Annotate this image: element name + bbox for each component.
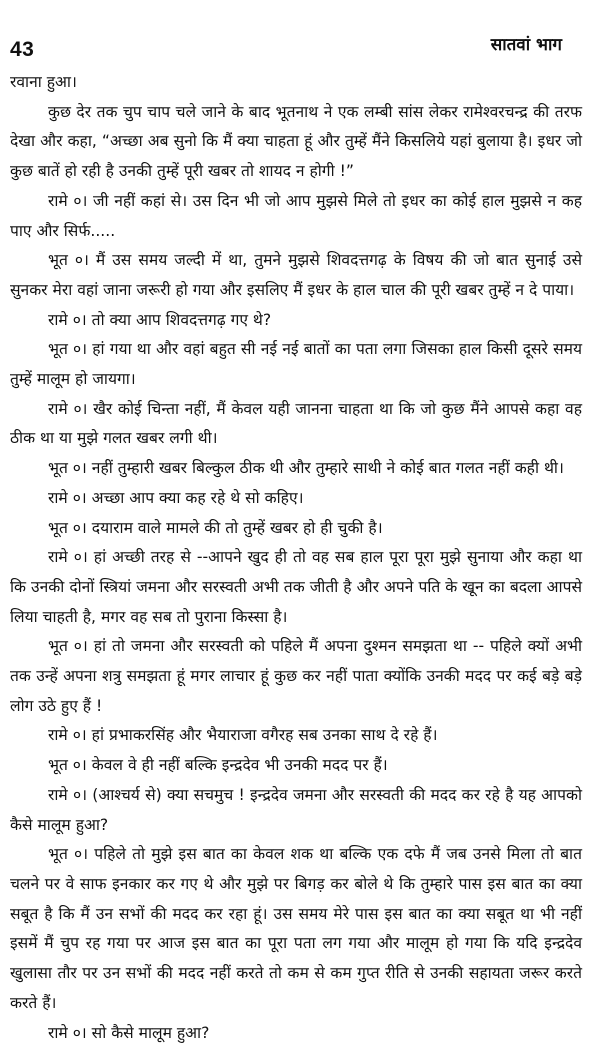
paragraph: रामे ०। खैर कोई चिन्ता नहीं, मैं केवल यही जानना चाहता था कि जो कुछ मैंने आपसे कहा वह ठीक था या मुझे गलत खबर लगी थी। [10,395,582,454]
paragraph: भूत ०। पहिले तो मुझे इस बात का केवल शक था बल्कि एक दफे मैं जब उनसे मिला तो बात चलने पर वे साफ इनकार कर गए थे और मुझे पर बिगड़ कर बोले थे कि तुम्हारे पास इस बात का क्या सबूत है कि मैं उन सभों की मदद कर रहा हूं। उस समय मेरे पास इस बात का क्या सबूत था भी नहीं इसमें मैं चुप रह गया पर आज इस बात का पूरा पता लग गया और मालूम हो गया कि यदि इन्द्रदेव खुलासा तौर पर उन सभों की मदद नहीं करते तो कम से कम गुप्त रीति से उनकी सहायता जरूर करते करते हैं। [10,840,582,1018]
page-body [10,68,582,1048]
paragraph: भूत ०। नहीं तुम्हारी खबर बिल्कुल ठीक थी और तुम्हारे साथी ने कोई बात गलत नहीं कही थी। [10,454,582,484]
paragraph: रामे ०। सो कैसे मालूम हुआ? [10,1019,582,1048]
paragraph: रामे ०। हां अच्छी तरह से --आपने खुद ही तो वह सब हाल पूरा पूरा मुझे सुनाया और कहा था कि उनकी दोनों स्त्रियां जमना और सरस्वती अभी तक जीती है और अपने पति के खून का बदला आपसे लिया चाहती है, मगर वह सब तो पुराना किस्सा है। [10,543,582,632]
paragraph: भूत ०। केवल वे ही नहीं बल्कि इन्द्रदेव भी उनकी मदद पर हैं। [10,751,582,781]
paragraph: रामे ०। जी नहीं कहां से। उस दिन भी जो आप मुझसे मिले तो इधर का कोई हाल मुझसे न कह पाए और सिर्फ..... [10,187,582,246]
paragraph: रामे ०। तो क्या आप शिवदत्तगढ़ गए थे? [10,306,582,336]
paragraph: रामे ०। (आश्चर्य से) क्या सचमुच ! इन्द्रदेव जमना और सरस्वती की मदद कर रहे है यह आपको कैसे मालूम हुआ? [10,781,582,840]
paragraph: भूत ०। हां तो जमना और सरस्वती को पहिले मैं अपना दुश्मन समझता था -- पहिले क्यों अभी तक उन्हें अपना शत्रु समझता हूं मगर लाचार हूं कुछ कर नहीं पाता क्योंकि उनकी मदद पर कई बड़े बड़े लोग उठे हुए हैं ! [10,632,582,721]
paragraph: रामे ०। हां प्रभाकरसिंह और भैयाराजा वगैरह सब उनका साथ दे रहे हैं। [10,721,582,751]
paragraph: रामे ०। अच्छा आप क्या कह रहे थे सो कहिए। [10,484,582,514]
paragraph: रवाना हुआ। [10,68,582,98]
paragraph: भूत ०। हां गया था और वहां बहुत सी नई नई बातों का पता लगा जिसका हाल किसी दूसरे समय तुम्हें मालूम हो जायगा। [10,335,582,394]
page-number: 43 [10,38,34,62]
paragraph: भूत ०। दयाराम वाले मामले की तो तुम्हें खबर हो ही चुकी है। [10,514,582,544]
paragraph: कुछ देर तक चुप चाप चले जाने के बाद भूतनाथ ने एक लम्बी सांस लेकर रामेश्वरचन्द्र की तरफ देखा और कहा, “अच्छा अब सुनो कि मैं क्या चाहता हूं और तुम्हें मैंने किसलिये यहां बुलाया है। इधर जो कुछ बातें हो रही है उनकी तुम्हें पूरी खबर तो शायद न होगी !” [10,98,582,187]
paragraph: भूत ०। मैं उस समय जल्दी में था, तुमने मुझसे शिवदत्तगढ़ के विषय की जो बात सुनाई उसे सुनकर मेरा वहां जाना जरूरी हो गया और इसलिए मैं इधर के हाल चाल की पूरी खबर तुम्हें न दे पाया। [10,246,582,305]
chapter-title: सातवां भाग [491,32,562,55]
